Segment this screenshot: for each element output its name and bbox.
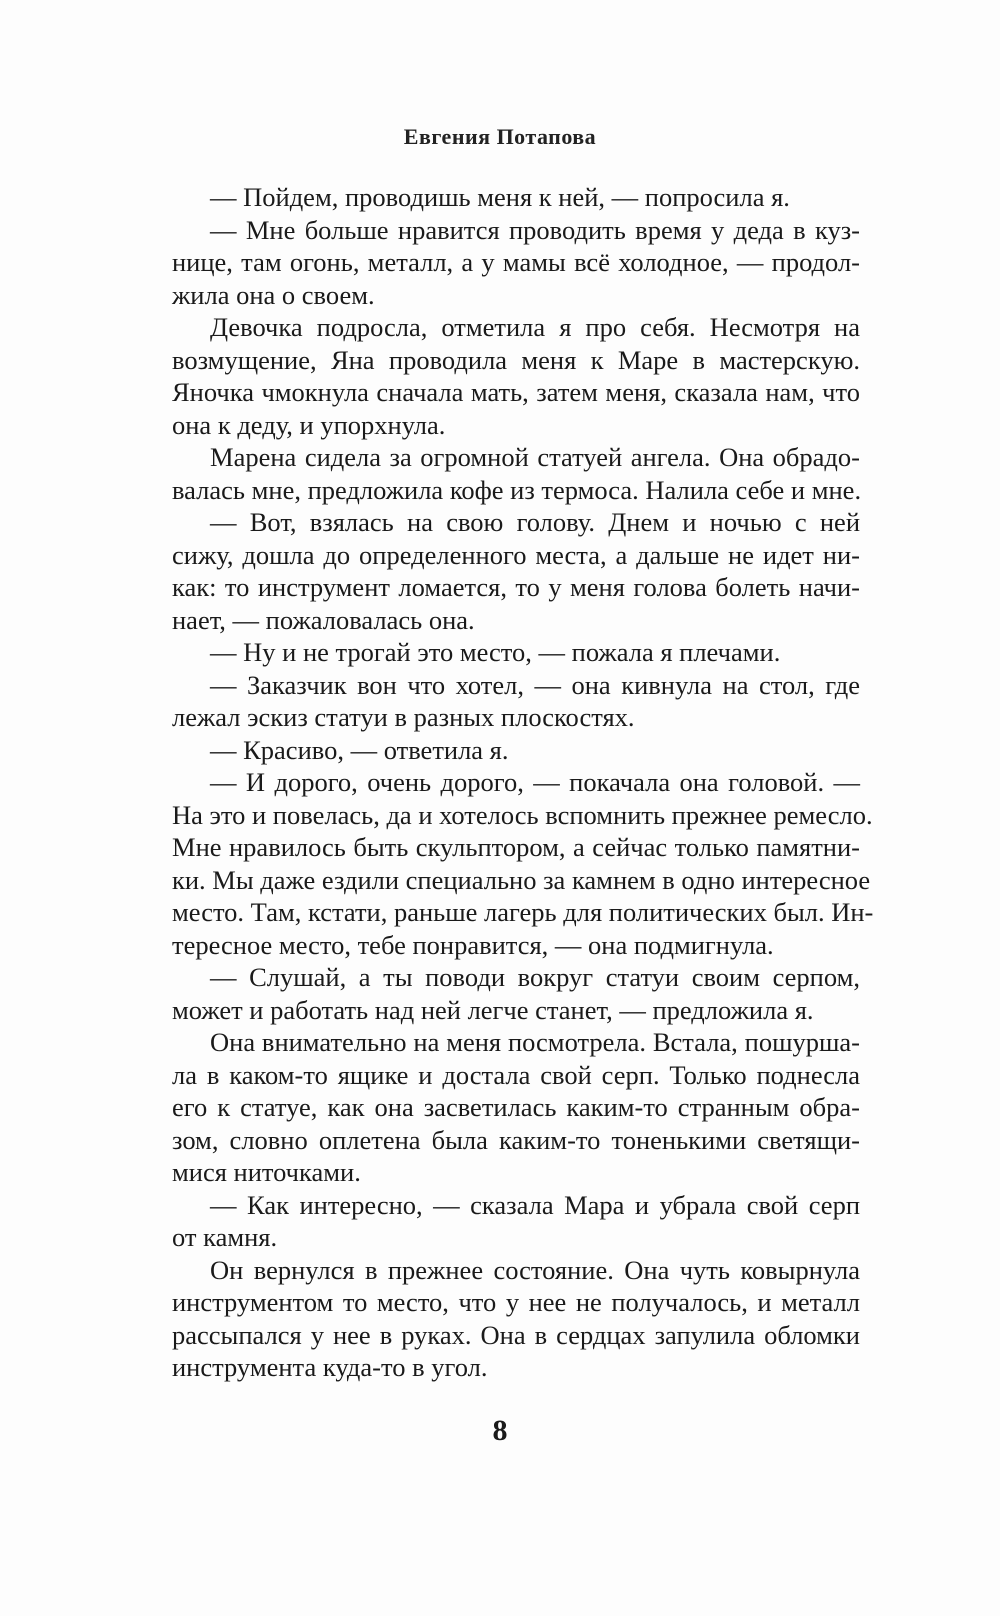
text-line: Мне нравилось быть скульптором, а сейчас только памятни- [172, 832, 860, 862]
text-line: — Мне больше нравится проводить время у деда в куз- [210, 214, 860, 245]
text-line: мися ниточками. [172, 1157, 361, 1187]
text-line: — Ну и не трогай это место, — пожала я плечами. [210, 637, 781, 667]
running-head-author: Евгения Потапова [403, 124, 597, 149]
text-line: ла в каком-то ящике и достала свой серп. Только поднесла [172, 1059, 860, 1090]
text-line: — Красиво, — ответила я. [210, 734, 509, 765]
text-line: — Как интересно, — сказала Мара и убрала свой серп [210, 1189, 860, 1220]
text-line: сижу, дошла до определенного места, а дальше не идет ни- [172, 539, 860, 570]
text-line: инструментом то место, что у нее не получалось, и металл [172, 1287, 860, 1317]
text-line: — Слушай, а ты поводи вокруг статуи своим серпом, [210, 962, 860, 992]
text-line: валась мне, предложила кофе из термоса. Налила себе и мне. [172, 474, 862, 505]
text-line: его к статуе, как она засветилась каким-то странным обра- [172, 1092, 860, 1122]
body-text [172, 181, 874, 1384]
text-line: от камня. [172, 1222, 278, 1252]
text-line: — Пойдем, проводишь меня к ней, — попросила я. [210, 182, 790, 212]
text-line: — Вот, взялась на свою голову. Днем и ночью с ней [210, 507, 860, 537]
text-line: зом, словно оплетена была каким-то тоненькими светящи- [172, 1124, 860, 1155]
text-line: инструмента куда-то в угол. [172, 1352, 488, 1382]
text-line: место. Там, кстати, раньше лагерь для политических был. Ин- [172, 897, 874, 927]
text-line: ки. Мы даже ездили специально за камнем в одно интересное [172, 864, 871, 895]
text-line: может и работать над ней легче станет, — предложила я. [172, 994, 814, 1025]
text-line: возмущение, Яна проводила меня к Маре в мастерскую. [172, 344, 860, 375]
text-line: На это и повелась, да и хотелось вспомнить прежнее ремесло. [172, 799, 873, 830]
text-line: тересное место, тебе понравится, — она подмигнула. [172, 929, 774, 960]
text-line: рассыпался у нее в руках. Она в сердцах запулила обломки [172, 1319, 860, 1350]
text-line: Марена сидела за огромной статуей ангела. Она обрадо- [210, 442, 860, 472]
text-line: лежал эскиз статуи в разных плоскостях. [172, 702, 635, 732]
text-line: нает, — пожаловалась она. [172, 604, 475, 635]
text-line: Яночка чмокнула сначала мать, затем меня, сказала нам, что [172, 377, 860, 407]
text-line: — И дорого, очень дорого, — покачала она головой. — [210, 767, 860, 797]
text-line: — Заказчик вон что хотел, — она кивнула на стол, где [210, 669, 860, 700]
text-line: Девочка подросла, отметила я про себя. Несмотря на [210, 312, 860, 342]
text-line: Он вернулся в прежнее состояние. Она чуть ковырнула [210, 1254, 860, 1285]
page-number: 8 [492, 1414, 508, 1447]
text-line: Она внимательно на меня посмотрела. Встала, пошурша- [210, 1027, 860, 1057]
text-line: нице, там огонь, металл, а у мамы всё холодное, — продол- [172, 247, 860, 277]
text-line: как: то инструмент ломается, то у меня голова болеть начи- [172, 572, 860, 602]
text-line: жила она о своем. [172, 279, 375, 310]
text-line: она к деду, и упорхнула. [172, 409, 446, 440]
